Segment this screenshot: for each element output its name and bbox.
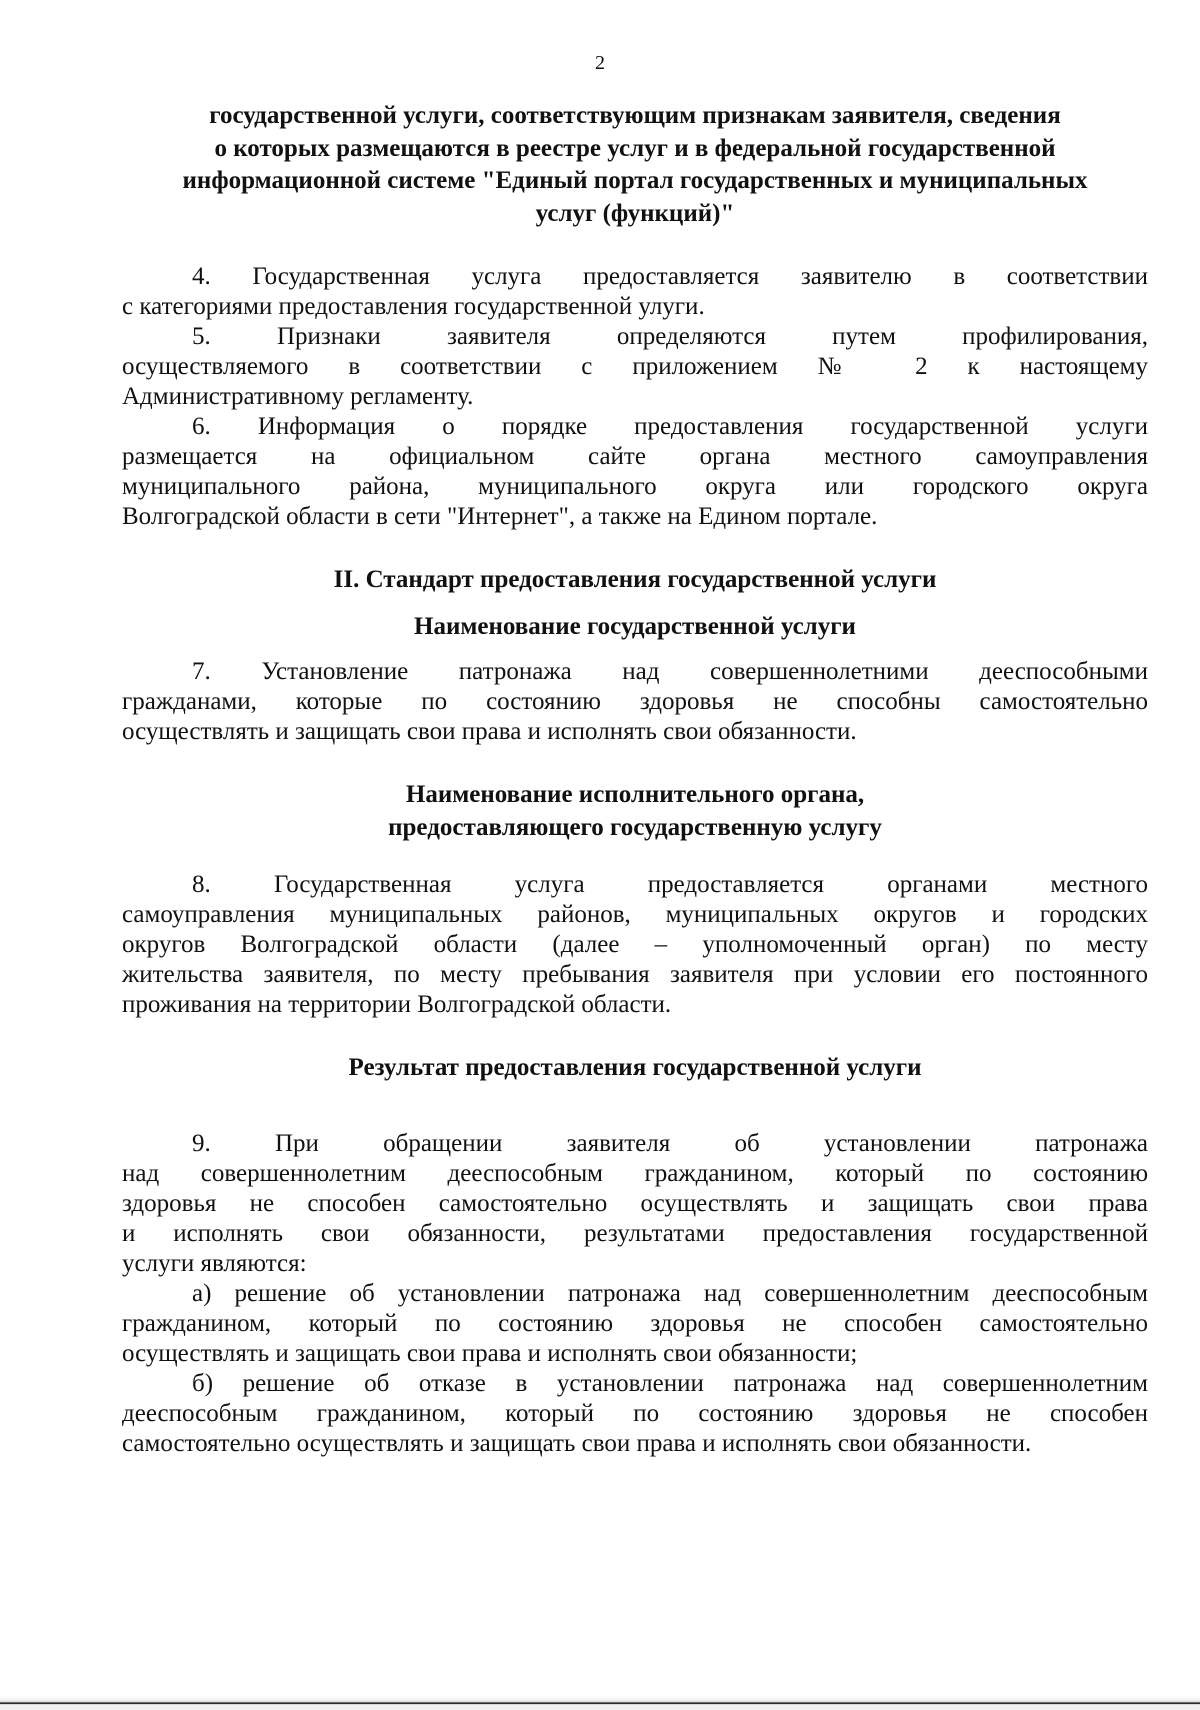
paragraph-line: гражданами, которые по состоянию здоровья не способны самостоятельно bbox=[122, 688, 1148, 715]
paragraph-line: Волгоградской области в сети "Интернет", а также на Едином портале. bbox=[122, 503, 878, 530]
heading-line: о которых размещаются в реестре услуг и в федеральной государственной bbox=[214, 134, 1056, 162]
paragraph-line: 6. Информация о порядке предоставления государственной услуги bbox=[192, 413, 1148, 440]
subsection-title-executive-body bbox=[122, 779, 1148, 844]
paragraph-line: осуществлять и защищать свои права и исполнять свои обязанности. bbox=[122, 718, 857, 745]
heading-line: государственной услуги, соответствующим признакам заявителя, сведения bbox=[209, 102, 1061, 129]
paragraph-line: услуги являются: bbox=[122, 1249, 307, 1277]
paragraph-6 bbox=[122, 412, 1148, 532]
paragraph-8 bbox=[122, 870, 1148, 1020]
paragraph-line: 4. Государственная услуга предоставляется заявителю в соответствии bbox=[192, 263, 1148, 290]
heading-line: Результат предоставления государственной услуги bbox=[348, 1054, 922, 1081]
heading-line: предоставляющего государственную услугу bbox=[388, 813, 882, 841]
heading-line: услуг (функций)" bbox=[535, 199, 735, 227]
paragraph-5 bbox=[122, 322, 1148, 412]
paragraph-9 bbox=[122, 1129, 1148, 1279]
paragraph-line: 5. Признаки заявителя определяются путем профилирования, bbox=[192, 323, 1148, 350]
page-number: 2 bbox=[595, 52, 605, 74]
paragraph-4 bbox=[122, 262, 1148, 322]
paragraph-line: осуществляемого в соответствии с приложением № 2 к настоящему bbox=[122, 353, 1148, 380]
paragraph-line: проживания на территории Волгоградской области. bbox=[122, 991, 672, 1018]
paragraph-9b bbox=[122, 1369, 1148, 1459]
document-body bbox=[122, 100, 1148, 1459]
heading-line: информационной системе "Единый портал государственных и муниципальных bbox=[182, 167, 1088, 194]
paragraph-line: осуществлять и защищать свои права и исполнять свои обязанности; bbox=[122, 1339, 858, 1367]
heading-line: Наименование государственной услуги bbox=[414, 612, 856, 640]
paragraph-line: б) решение об отказе в установлении патронажа над совершеннолетним bbox=[192, 1369, 1148, 1397]
paragraph-line: размещается на официальном сайте органа местного самоуправления bbox=[122, 443, 1148, 470]
paragraph-line: гражданином, который по состоянию здоровья не способен самостоятельно bbox=[122, 1309, 1148, 1337]
paragraph-line: 8. Государственная услуга предоставляется органами местного bbox=[192, 871, 1148, 898]
paragraph-line: самоуправления муниципальных районов, муниципальных округов и городских bbox=[122, 901, 1148, 928]
paragraph-line: с категориями предоставления государственной улуги. bbox=[122, 293, 705, 320]
paragraph-line: дееспособным гражданином, который по состоянию здоровья не способен bbox=[122, 1399, 1148, 1427]
paragraph-line: муниципального района, муниципального округа или городского округа bbox=[122, 473, 1148, 500]
heading-line: Наименование исполнительного органа, bbox=[405, 781, 865, 808]
paragraph-line: 9. При обращении заявителя об установлении патронажа bbox=[192, 1129, 1148, 1157]
paragraph-7 bbox=[122, 657, 1148, 747]
paragraph-line: Административному регламенту. bbox=[122, 383, 474, 410]
section-title bbox=[122, 564, 1148, 597]
subsection-title-result bbox=[122, 1052, 1148, 1085]
paragraph-9a bbox=[122, 1279, 1148, 1369]
paragraph-line: самостоятельно осуществлять и защищать свои права и исполнять свои обязанности. bbox=[122, 1429, 1032, 1457]
paragraph-line: жительства заявителя, по месту пребывания заявителя при условии его постоянного bbox=[122, 961, 1148, 988]
paragraph-line: над совершеннолетним дееспособным гражданином, который по состоянию bbox=[122, 1159, 1148, 1187]
paragraph-line: а) решение об установлении патронажа над совершеннолетним дееспособным bbox=[192, 1279, 1148, 1307]
paragraph-line: округов Волгоградской области (далее – уполномоченный орган) по месту bbox=[122, 931, 1148, 958]
scan-edge-line bbox=[0, 1696, 1200, 1710]
paragraph-line: 7. Установление патронажа над совершеннолетними дееспособными bbox=[192, 658, 1148, 685]
subsection-title-service-name bbox=[122, 611, 1148, 644]
paragraph-line: и исполнять свои обязанности, результатами предоставления государственной bbox=[122, 1219, 1148, 1247]
paragraph-line: здоровья не способен самостоятельно осуществлять и защищать свои права bbox=[122, 1189, 1148, 1217]
intro-heading bbox=[122, 100, 1148, 230]
heading-line: II. Стандарт предоставления государственной услуги bbox=[333, 566, 937, 593]
